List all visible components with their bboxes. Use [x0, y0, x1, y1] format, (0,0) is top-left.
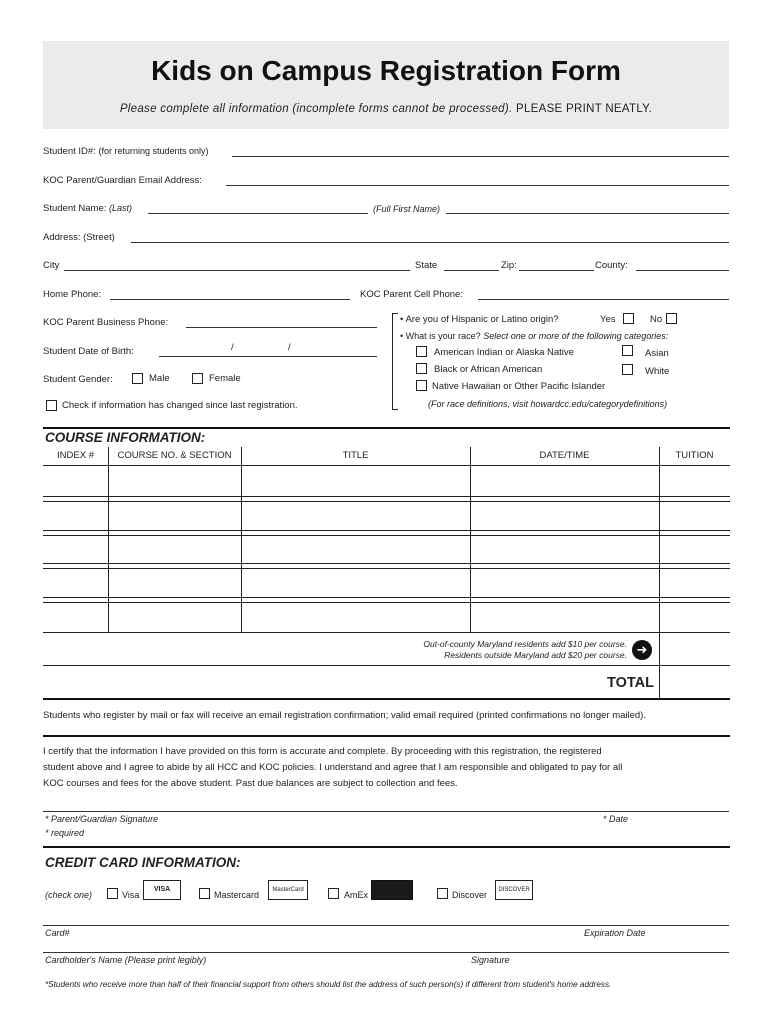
col-tuition: TUITION: [675, 450, 714, 461]
info-changed-checkbox[interactable]: [46, 400, 57, 411]
form-subtitle: [43, 103, 729, 115]
city-label: City: [43, 260, 60, 271]
home-phone-field[interactable]: [110, 299, 350, 300]
asian-label: Asian: [645, 348, 669, 359]
race-instructions: Select one or more of the following categories:: [483, 331, 669, 341]
hispanic-no-label: No: [650, 314, 663, 325]
form-title: Kids on Campus Registration Form: [151, 55, 621, 86]
hispanic-no-checkbox[interactable]: [666, 313, 677, 324]
cell-phone-label: KOC Parent Cell Phone:: [360, 289, 463, 300]
col-title: TITLE: [342, 450, 369, 461]
arrow-right-icon: ➜: [632, 640, 652, 660]
discover-checkbox[interactable]: [437, 888, 448, 899]
zip-label: Zip:: [501, 260, 517, 271]
first-name-field[interactable]: [446, 213, 729, 214]
cell-phone-field[interactable]: [478, 299, 729, 300]
certify-line-3: KOC courses and fees for the above student. Past due balances are subject to collection and fees.: [43, 778, 458, 789]
mastercard-checkbox[interactable]: [199, 888, 210, 899]
row-line: [43, 632, 730, 633]
visa-checkbox[interactable]: [107, 888, 118, 899]
expiration-label: Expiration Date: [584, 928, 646, 938]
race-question-text: • What is your race?: [400, 331, 481, 341]
mastercard-logo-icon: MasterCard: [268, 880, 308, 900]
white-checkbox[interactable]: [622, 364, 633, 375]
last-name-field[interactable]: [148, 213, 368, 214]
black-label: Black or African American: [434, 364, 543, 375]
city-field[interactable]: [64, 270, 410, 271]
discover-label: Discover: [452, 890, 488, 900]
out-of-county-note: [330, 639, 627, 661]
form-header: [43, 41, 729, 129]
cardholder-label: Cardholder's Name (Please print legibly): [45, 955, 207, 965]
visa-logo-icon: VISA: [143, 880, 181, 900]
info-changed-label: Check if information has changed since last registration.: [62, 400, 298, 411]
col-index: INDEX #: [57, 450, 94, 461]
out-of-county-line-2: Residents outside Maryland add $20 per course.: [444, 650, 627, 660]
col-date-time: DATE/TIME: [539, 450, 590, 461]
male-label: Male: [149, 373, 170, 384]
email-field[interactable]: [226, 185, 729, 186]
race-bracket: [392, 313, 398, 410]
student-id-field[interactable]: [232, 156, 729, 157]
subtitle-emphasis: PLEASE PRINT NEATLY.: [515, 103, 653, 115]
card-number-label: Card#: [45, 928, 70, 938]
male-checkbox[interactable]: [132, 373, 143, 384]
course-heading: COURSE INFORMATION:: [45, 430, 206, 445]
amex-label: AmEx: [344, 890, 369, 900]
course-rows[interactable]: [43, 465, 659, 632]
race-question: [400, 331, 668, 341]
visa-label: Visa: [122, 890, 140, 900]
student-id-note: (for returning students only): [98, 146, 209, 156]
amex-checkbox[interactable]: [328, 888, 339, 899]
check-one-label: (check one): [45, 890, 93, 900]
student-id-label: [43, 146, 209, 157]
home-phone-label: Home Phone:: [43, 289, 102, 300]
race-definitions: (For race definitions, visit howardcc.edu/categorydefinitions): [428, 399, 668, 409]
certify-line-1: I certify that the information I have provided on this form is accurate and complete. By proceeding with this registration, the registered: [43, 746, 602, 757]
dob-separator-1: /: [231, 342, 234, 353]
col-sep: [470, 447, 471, 465]
black-checkbox[interactable]: [416, 363, 427, 374]
email-label: KOC Parent/Guardian Email Address:: [43, 175, 202, 186]
required-note: * required: [45, 828, 85, 838]
amex-logo-icon: [371, 880, 413, 900]
certify-line-2: student above and I agree to abide by all HCC and KOC policies. I understand and agree that I am responsible and obligated to pay for all: [43, 762, 623, 773]
credit-heading: CREDIT CARD INFORMATION:: [45, 855, 241, 870]
business-phone-label: KOC Parent Business Phone:: [43, 317, 169, 328]
notes-rule: [43, 735, 730, 737]
footnote: *Students who receive more than half of their financial support from others should list the address of such person(s) if different from student's home address.: [45, 980, 612, 989]
card-number-line[interactable]: [43, 925, 729, 926]
american-indian-label: American Indian or Alaska Native: [434, 347, 574, 358]
dob-label: Student Date of Birth:: [43, 346, 134, 357]
mail-fax-note: Students who register by mail or fax will receive an email registration confirmation; valid email required (printed confirmations no longer mailed).: [43, 710, 646, 721]
subtitle-instructions: Please complete all information (incomplete forms cannot be processed).: [119, 103, 516, 115]
white-label: White: [645, 366, 670, 377]
col-sep: [241, 447, 242, 465]
mastercard-label: Mastercard: [214, 890, 260, 900]
hispanic-question: • Are you of Hispanic or Latino origin?: [400, 314, 559, 325]
american-indian-checkbox[interactable]: [416, 346, 427, 357]
hawaiian-label: Native Hawaiian or Other Pacific Islander: [432, 381, 606, 392]
first-name-label: (Full First Name): [373, 204, 440, 214]
col-course-no: COURSE NO. & SECTION: [117, 450, 232, 461]
total-label: TOTAL: [607, 675, 654, 691]
date-label: * Date: [603, 814, 629, 824]
address-label: Address: (Street): [43, 232, 115, 243]
student-name-label: [43, 203, 132, 214]
student-name-text: Student Name:: [43, 203, 107, 214]
cardholder-line[interactable]: [43, 952, 729, 953]
state-field[interactable]: [444, 270, 499, 271]
signature-line[interactable]: [43, 811, 729, 812]
col-sep: [108, 447, 109, 465]
hawaiian-checkbox[interactable]: [416, 380, 427, 391]
county-field[interactable]: [636, 270, 729, 271]
dob-separator-2: /: [288, 342, 291, 353]
state-label: State: [415, 260, 438, 271]
discover-logo-icon: DISCOVER: [495, 880, 533, 900]
course-top-rule: [43, 427, 730, 429]
certification: [43, 744, 733, 792]
total-rule: [43, 698, 730, 700]
tuition-sep: [659, 465, 660, 698]
surcharge-line: [43, 665, 730, 666]
last-name-label: (Last): [109, 203, 133, 213]
gender-label: Student Gender:: [43, 374, 113, 385]
out-of-county-line-1: Out-of-county Maryland residents add $10 per course.: [423, 639, 627, 649]
hispanic-yes-checkbox[interactable]: [623, 313, 634, 324]
county-label: County:: [595, 260, 628, 271]
credit-top-rule: [43, 846, 730, 848]
hispanic-yes-label: Yes: [600, 314, 616, 325]
signature-label: * Parent/Guardian Signature: [45, 814, 159, 824]
asian-checkbox[interactable]: [622, 345, 633, 356]
col-sep: [659, 447, 660, 465]
dob-field[interactable]: [159, 356, 377, 357]
female-label: Female: [209, 373, 241, 384]
card-signature-label: Signature: [471, 955, 510, 965]
student-id-text: Student ID#:: [43, 146, 96, 157]
female-checkbox[interactable]: [192, 373, 203, 384]
address-field[interactable]: [131, 242, 729, 243]
business-phone-field[interactable]: [186, 327, 377, 328]
zip-field[interactable]: [519, 270, 594, 271]
